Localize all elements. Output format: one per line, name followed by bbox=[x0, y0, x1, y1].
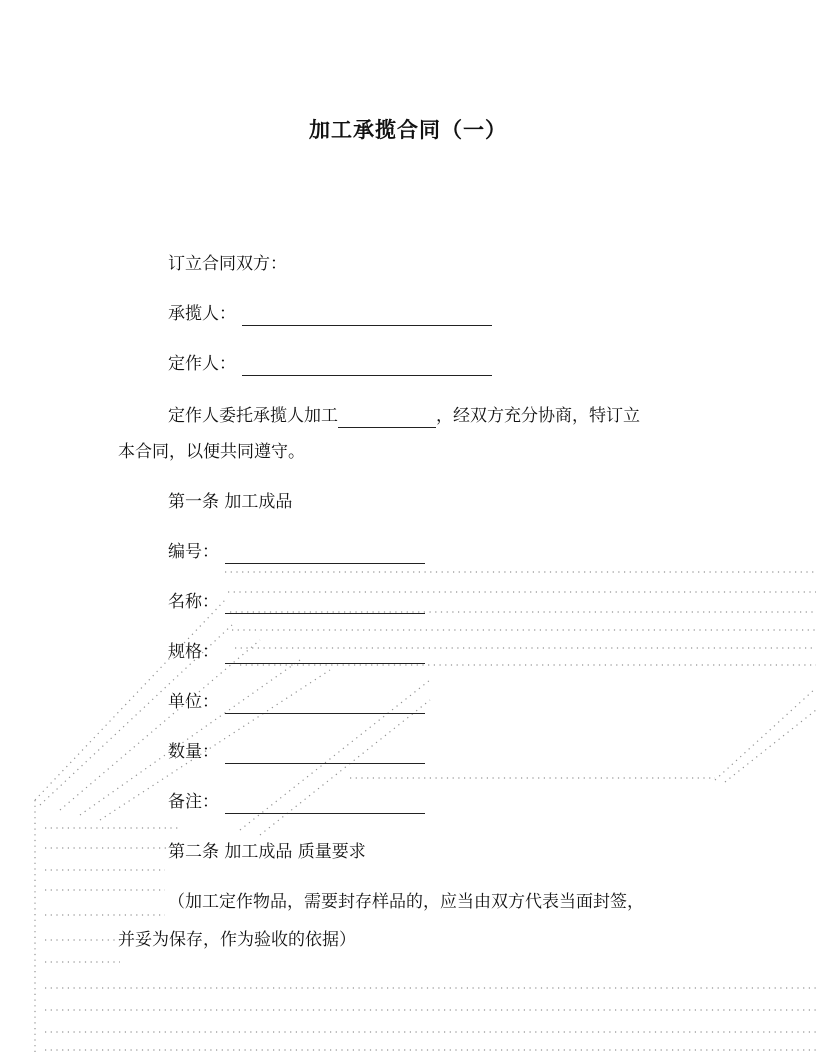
article1-heading: 第一条 加工成品 bbox=[168, 492, 293, 512]
contractor-blank bbox=[242, 305, 492, 326]
field-label: 单位： bbox=[168, 692, 219, 712]
field-row-number bbox=[168, 540, 425, 564]
parties-intro: 订立合同双方： bbox=[168, 254, 287, 274]
field-row-quantity bbox=[168, 740, 425, 764]
client-blank bbox=[242, 355, 492, 376]
document-title: 加工承揽合同（一） bbox=[309, 118, 507, 142]
field-blank bbox=[225, 793, 425, 814]
article2-heading: 第二条 加工成品 质量要求 bbox=[168, 842, 366, 862]
purpose-text-part1: 定作人委托承揽人加工 bbox=[168, 406, 338, 426]
field-blank bbox=[225, 693, 425, 714]
field-label: 数量： bbox=[168, 742, 219, 762]
field-label: 编号： bbox=[168, 542, 219, 562]
purpose-paragraph-line2: 本合同，以便共同遵守。 bbox=[118, 442, 305, 462]
field-row-name bbox=[168, 590, 425, 614]
quality-note-line1: （加工定作物品，需要封存样品的，应当由双方代表当面封签， bbox=[168, 892, 644, 912]
field-blank bbox=[225, 643, 425, 664]
field-row-remarks bbox=[168, 790, 425, 814]
field-label: 名称： bbox=[168, 592, 219, 612]
client-label: 定作人： bbox=[168, 354, 236, 374]
field-blank bbox=[225, 593, 425, 614]
field-label: 备注： bbox=[168, 792, 219, 812]
field-blank bbox=[225, 543, 425, 564]
quality-note-line2: 并妥为保存，作为验收的依据） bbox=[118, 930, 356, 950]
field-blank bbox=[225, 743, 425, 764]
processing-item-blank bbox=[338, 407, 436, 428]
field-row-unit bbox=[168, 690, 425, 714]
field-label: 规格： bbox=[168, 642, 219, 662]
client-row bbox=[168, 352, 492, 376]
contractor-row bbox=[168, 302, 492, 326]
purpose-paragraph-line1 bbox=[168, 404, 640, 428]
purpose-text-part2: ，经双方充分协商，特订立 bbox=[436, 406, 640, 426]
field-row-spec bbox=[168, 640, 425, 664]
contractor-label: 承揽人： bbox=[168, 304, 236, 324]
